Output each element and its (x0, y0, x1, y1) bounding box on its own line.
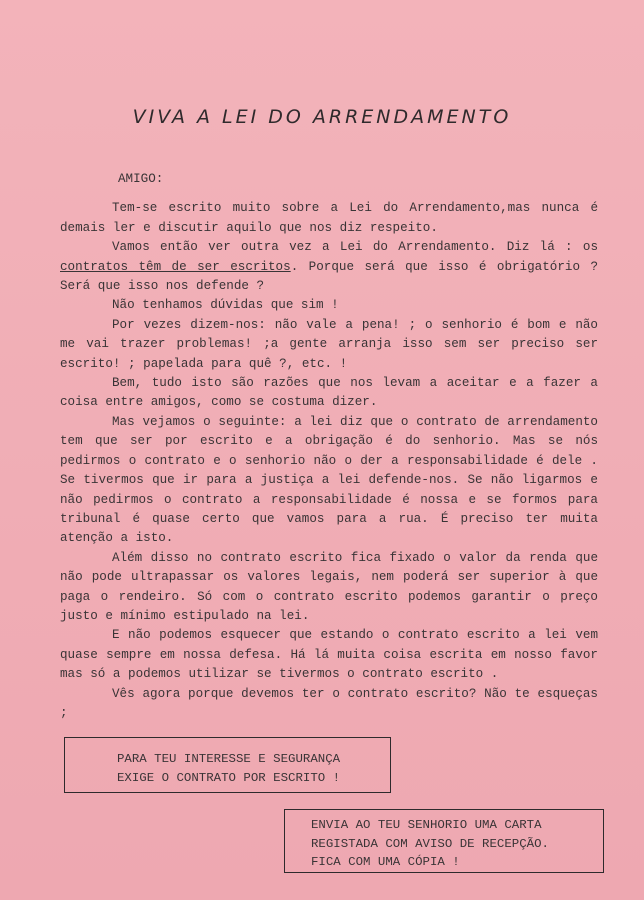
security-notice-box (64, 737, 391, 793)
underlined-phrase: contratos têm de ser escritos (60, 259, 291, 274)
registered-letter-line-2: REGISTADA COM AVISO DE RECEPÇÃO. (311, 836, 549, 851)
letter-body (60, 170, 598, 723)
registered-letter-line-3: FICA COM UMA CÓPIA ! (311, 855, 460, 869)
security-notice-line-2: EXIGE O CONTRATO POR ESCRITO ! (117, 771, 341, 785)
registered-letter-line-1: ENVIA AO TEU SENHORIO UMA CARTA (311, 818, 542, 832)
paragraph-2-end: . Porque será que isso é obrigatório ? Será que isso nos defende ? (60, 259, 599, 294)
paragraph-1: Tem-se escrito muito sobre a Lei do Arrendamento,mas nunca é demais ler e discutir aquilo que nos diz respeito. (60, 201, 598, 235)
greeting: AMIGO: (118, 172, 164, 186)
security-notice-line-1: PARA TEU INTERESSE E SEGURANÇA (117, 752, 341, 766)
registered-letter-box (284, 809, 604, 873)
paragraph-7: Além disso no contrato escrito fica fixado o valor da renda que não pode ultrapassar os valores legais, nem poderá ser superior à que paga o rendeiro. Só com o contrato escrito podemos garantir o preço justo e mínimo estipulado na lei. (60, 550, 598, 623)
paragraph-3: Não tenhamos dúvidas que sim ! (112, 298, 339, 313)
paragraph-6: Mas vejamos o seguinte: a lei diz que o contrato de arrendamento tem que ser por escrito e a obrigação é do senhorio. Mas se nós pedirmos o contrato e o senhorio não o der a responsabilidade é dele . Se tivermos que ir para a justiça a lei defende-nos. Se não ligarmos e não pedirmos o contrato a responsabilidade é nossa e se formos para tribunal é quase certo que vamos para a rua. É preciso ter muita atenção a isto. (60, 414, 598, 546)
paragraph-5: Bem, tudo isto são razões que nos levam a aceitar e a fazer a coisa entre amigos, como se costuma dizer. (60, 376, 598, 410)
page-title: VIVA A LEI DO ARRENDAMENTO (132, 106, 512, 128)
paragraph-9: Vês agora porque devemos ter o contrato escrito? Não te esqueças ; (60, 686, 598, 720)
paragraph-8: E não podemos esquecer que estando o contrato escrito a lei vem quase sempre em nossa defesa. Há lá muita coisa escrita em nosso favor mas só a podemos utilizar se tivermos o contrato escrito . (60, 628, 598, 682)
paragraph-2 (60, 238, 598, 296)
paragraph-4: Por vezes dizem-nos: não vale a pena! ; o senhorio é bom e não me vai trazer problemas! ;a gente arranja isso sem ser preciso ser escrito! ; papelada para quê ?, etc. ! (60, 317, 598, 371)
paragraph-2-start: Vamos então ver outra vez a Lei do Arrendamento. Diz lá : os (112, 240, 598, 255)
